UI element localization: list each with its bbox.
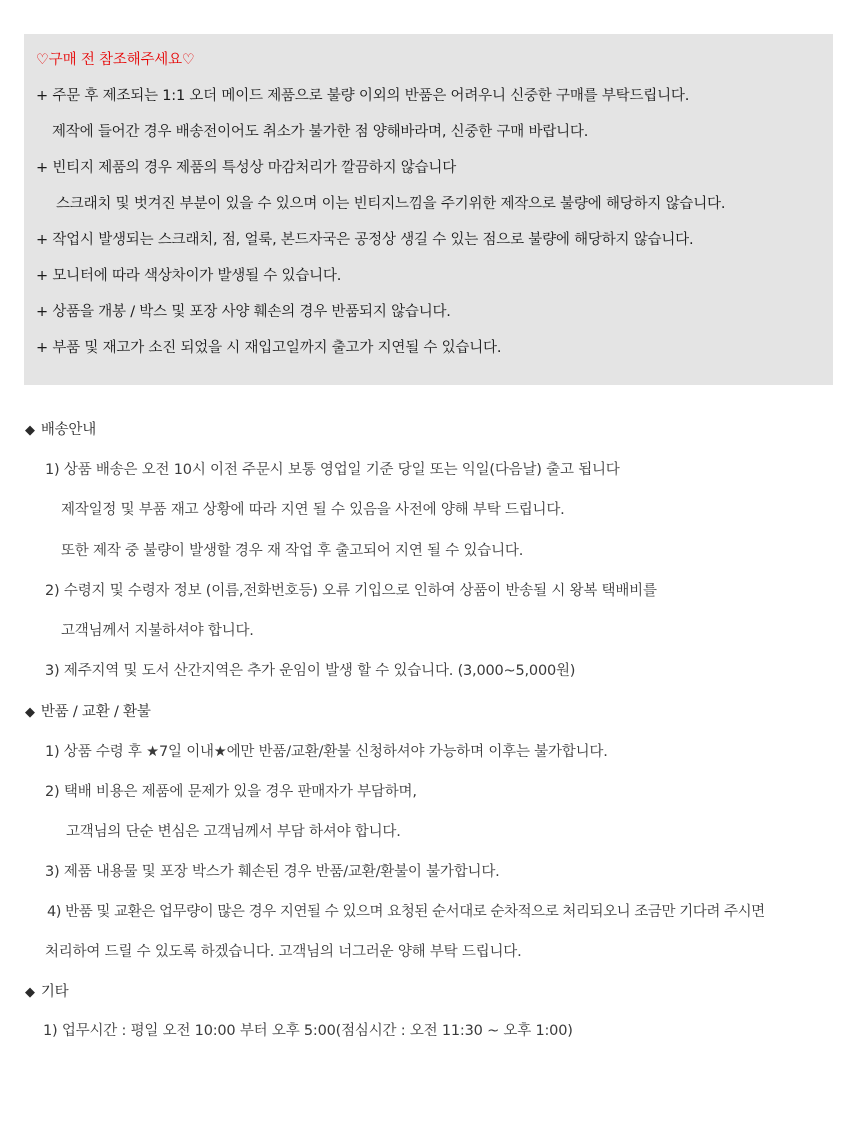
shipping-line: 또한 제작 중 불량이 발생할 경우 재 작업 후 출고되어 지연 될 수 있습니다.	[61, 543, 524, 559]
notice-title: ♡구매 전 참조해주세요♡	[36, 52, 195, 68]
notice-line: + 빈티지 제품의 경우 제품의 특성상 마감처리가 깔끔하지 않습니다	[36, 160, 457, 176]
diamond-bullet-icon: ◆	[25, 985, 35, 1000]
notice-line: + 주문 후 제조되는 1:1 오더 메이드 제품으로 불량 이외의 반품은 어려우니 신중한 구매를 부탁드립니다.	[36, 88, 690, 104]
section-heading	[25, 702, 151, 723]
section-heading	[25, 420, 96, 441]
shipping-line: 제작일정 및 부품 재고 상황에 따라 지연 될 수 있음을 사전에 양해 부탁 드립니다.	[61, 502, 565, 518]
section-heading	[25, 982, 68, 1003]
shipping-line: 1) 상품 배송은 오전 10시 이전 주문시 보통 영업일 기준 당일 또는 익일(다음날) 출고 됩니다	[45, 462, 620, 478]
returns-line: 4) 반품 및 교환은 업무량이 많은 경우 지연될 수 있으며 요청된 순서대로 순차적으로 처리되오니 조금만 기다려 주시면	[47, 904, 765, 920]
returns-line: 고객님의 단순 변심은 고객님께서 부담 하셔야 합니다.	[66, 824, 401, 840]
notice-line: + 모니터에 따라 색상차이가 발생될 수 있습니다.	[36, 268, 342, 284]
notice-line: + 상품을 개봉 / 박스 및 포장 사양 훼손의 경우 반품되지 않습니다.	[36, 304, 451, 320]
returns-line: 1) 상품 수령 후 ★7일 이내★에만 반품/교환/환불 신청하셔야 가능하며 이후는 불가합니다.	[45, 744, 608, 760]
returns-heading: 반품 / 교환 / 환불	[40, 704, 151, 720]
etc-line: 1) 업무시간 : 평일 오전 10:00 부터 오후 5:00(점심시간 : 오전 11:30 ~ 오후 1:00)	[43, 1023, 573, 1039]
shipping-heading: 배송안내	[40, 422, 97, 438]
shipping-line: 3) 제주지역 및 도서 산간지역은 추가 운임이 발생 할 수 있습니다. (3,000~5,000원)	[45, 663, 576, 679]
diamond-bullet-icon: ◆	[25, 423, 35, 438]
notice-line: 제작에 들어간 경우 배송전이어도 취소가 불가한 점 양해바라며, 신중한 구매 바랍니다.	[52, 124, 589, 140]
shipping-line: 2) 수령지 및 수령자 정보 (이름,전화번호등) 오류 기입으로 인하여 상품이 반송될 시 왕복 택배비를	[45, 583, 657, 599]
notice-line: + 부품 및 재고가 소진 되었을 시 재입고일까지 출고가 지연될 수 있습니다.	[36, 340, 502, 356]
etc-heading: 기타	[40, 984, 69, 1000]
notice-line: 스크래치 및 벗겨진 부분이 있을 수 있으며 이는 빈티지느낌을 주기위한 제작으로 불량에 해당하지 않습니다.	[56, 196, 726, 212]
notice-line: + 작업시 발생되는 스크래치, 점, 얼룩, 본드자국은 공정상 생길 수 있는 점으로 불량에 해당하지 않습니다.	[36, 232, 694, 248]
returns-line: 처리하여 드릴 수 있도록 하겠습니다. 고객님의 너그러운 양해 부탁 드립니다.	[45, 944, 522, 960]
returns-line: 3) 제품 내용물 및 포장 박스가 훼손된 경우 반품/교환/환불이 불가합니다.	[45, 864, 500, 880]
diamond-bullet-icon: ◆	[25, 705, 35, 720]
returns-line: 2) 택배 비용은 제품에 문제가 있을 경우 판매자가 부담하며,	[45, 784, 417, 800]
shipping-line: 고객님께서 지불하셔야 합니다.	[61, 623, 254, 639]
purchase-notice-box	[24, 34, 833, 385]
